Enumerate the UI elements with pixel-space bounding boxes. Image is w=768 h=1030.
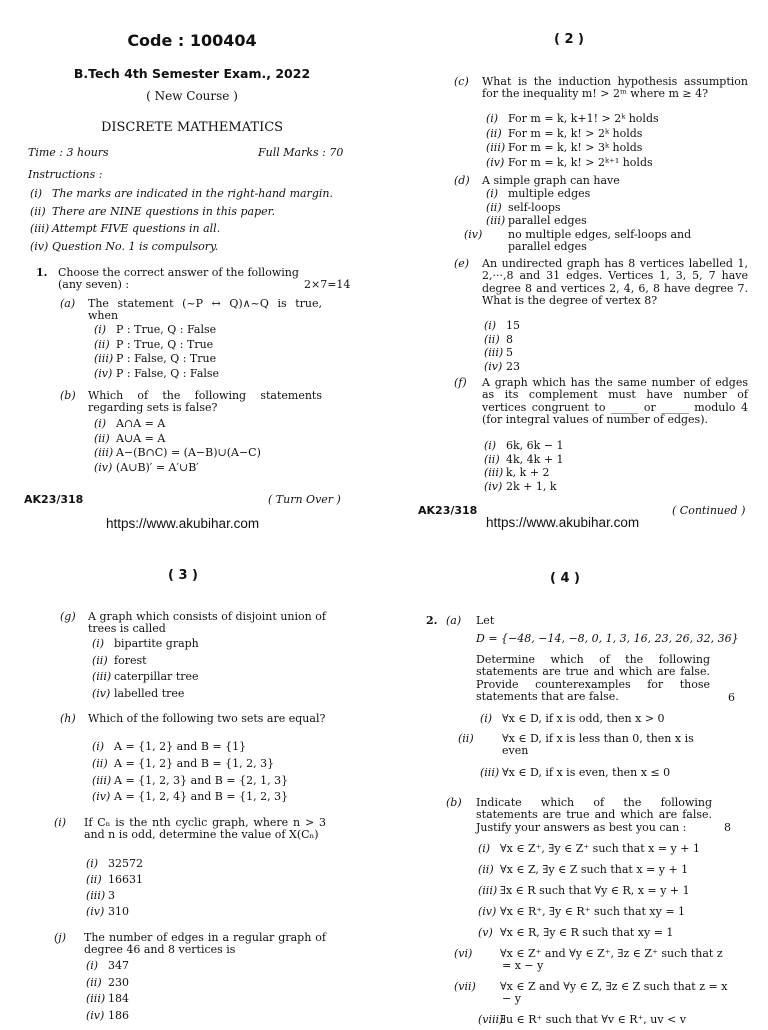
option-item: (vii) ∀x ∈ Z and ∀y ∈ Z, ∃z ∈ Z such that z = x − y (454, 980, 728, 1006)
part-label: (h) (60, 712, 76, 725)
option-item: (vi) ∀x ∈ Z⁺ and ∀y ∈ Z⁺, ∃z ∈ Z⁺ such that z = x − y (454, 947, 723, 973)
part-text: An undirected graph has 8 vertices labelled 1, 2,···,8 and 31 edges. Vertices 1, 3, 5, 7 have degree 8 and vertices 2, 4, 6, 8 have degree 7. What is the degree of vertex 8? (482, 257, 748, 307)
options-list (464, 187, 724, 255)
part-label: (d) (454, 174, 470, 187)
part-label: (j) (54, 931, 66, 944)
option-item: (ii) ∀x ∈ D, if x is less than 0, then x is even (458, 732, 694, 758)
options-list (484, 320, 684, 374)
part-label: (a) (60, 297, 76, 310)
option-item: (ii) A∪A = A (94, 431, 166, 445)
time-allowed: Time : 3 hours (28, 146, 109, 159)
page-1 (0, 0, 384, 531)
part-text: A graph which consists of disjoint union of trees is called (88, 610, 326, 636)
option-item: (i) ∀x ∈ D, if x is odd, then x > 0 (480, 712, 665, 725)
option-item: (ii) A = {1, 2} and B = {1, 2, 3} (92, 756, 275, 770)
part-text: Which of the following two sets are equal? (88, 712, 326, 725)
part-text: Determine which of the following statements are true and which are false. Provide counterexamples for those statements that are false. (476, 653, 710, 703)
part-marks: 6 (728, 691, 735, 704)
option-item: (ii) P : True, Q : True (94, 337, 214, 351)
option-item: (iii) 5 (484, 346, 513, 359)
options-list (92, 741, 342, 808)
options-list (92, 638, 312, 704)
option-item: (i) bipartite graph (92, 637, 199, 650)
option-item: (iv) 186 (86, 1008, 129, 1022)
set-definition: D = {−48, −14, −8, 0, 1, 3, 16, 23, 26, 32, 36} (476, 632, 739, 645)
part-text: The statement (~P ↔ Q)∧~Q is true, when (88, 297, 322, 323)
part-label: (g) (60, 610, 76, 623)
exam-title: B.Tech 4th Semester Exam., 2022 (73, 66, 311, 81)
option-item: (iii) A−(B∩C) = (A−B)∪(A−C) (94, 446, 261, 459)
option-item: (iii) A = {1, 2, 3} and B = {2, 1, 3} (92, 773, 289, 787)
options-list (94, 324, 334, 382)
footer-note: ( Turn Over ) (268, 493, 341, 506)
option-item: (iii) For m = k, k! > 3ᵏ holds (486, 141, 643, 154)
option-item: (ii) 230 (86, 975, 129, 989)
part-label: (e) (454, 257, 470, 270)
paper-code: Code : 100404 (127, 31, 257, 50)
option-item: (iv) no multiple edges, self-loops and parallel edges (464, 227, 692, 253)
part-text: What is the induction hypothesis assumption for the inequality m! > 2ᵐ where m ≥ 4? (482, 75, 748, 101)
option-item: (i) 6k, 6k − 1 (484, 439, 564, 452)
options-list (484, 440, 704, 494)
option-item: (i) multiple edges (486, 187, 591, 200)
option-item: (i) 15 (484, 319, 520, 332)
option-item: (ii) forest (92, 653, 147, 667)
footer-code: AK23/318 (418, 504, 478, 517)
source-url[interactable]: https://www.akubihar.com (486, 515, 640, 530)
part-label: (b) (60, 389, 76, 402)
options-list (86, 960, 286, 1026)
page-2 (384, 0, 768, 530)
option-item: (i) 347 (86, 959, 129, 972)
option-item: (i) ∀x ∈ Z⁺, ∃y ∈ Z⁺ such that x = y + 1 (478, 842, 700, 855)
question-text: Choose the correct answer of the following (58, 266, 299, 279)
page-number: ( 3 ) (168, 568, 198, 583)
option-item: (ii) For m = k, k! > 2ᵏ holds (486, 126, 643, 140)
option-item: (iv) P : False, Q : False (94, 366, 220, 380)
part-label: (a) (446, 614, 462, 627)
option-item: (iii) P : False, Q : True (94, 352, 217, 365)
instructions-title: Instructions : (28, 168, 103, 181)
option-item: (ii) self-loops (486, 200, 561, 214)
option-item: (iii) caterpillar tree (92, 670, 199, 683)
option-item: (iv) 2k + 1, k (484, 479, 557, 493)
part-text: The number of edges in a regular graph of degree 46 and 8 vertices is (84, 931, 326, 957)
page-3 (0, 512, 384, 1024)
part-text: Indicate which of the following statements are true and which are false. Justify your answers as best you can : (476, 796, 712, 834)
part-label: (f) (454, 376, 467, 389)
option-item: (iii) ∃x ∈ R such that ∀y ∈ R, x = y + 1 (478, 884, 690, 897)
option-item: (iv) For m = k, k! > 2ᵏ⁺¹ holds (486, 155, 653, 169)
footer-code: AK23/318 (24, 493, 84, 506)
option-item: (iii) 3 (86, 889, 115, 902)
full-marks: Full Marks : 70 (258, 146, 344, 159)
options-list (94, 418, 354, 476)
option-item: (ii) 4k, 4k + 1 (484, 452, 564, 466)
option-item: (iv) ∀x ∈ R⁺, ∃y ∈ R⁺ such that xy = 1 (478, 905, 686, 918)
options-list (486, 113, 756, 171)
option-item: (i) P : True, Q : False (94, 323, 217, 336)
subject-title: DISCRETE MATHEMATICS (100, 120, 284, 135)
instructions-list (30, 188, 370, 258)
question-marks: 2×7=14 (304, 278, 351, 291)
question-number: 1. (36, 266, 48, 279)
option-item: (iii) k, k + 2 (484, 466, 550, 479)
part-label: (b) (446, 796, 462, 809)
option-item: (iii) parallel edges (486, 214, 587, 227)
options-list (86, 858, 286, 922)
part-text: Which of the following statements regarding sets is false? (88, 389, 322, 415)
option-item: (iv) 310 (86, 905, 129, 918)
option-item: (viii)∃u ∈ R⁺ such that ∀v ∈ R⁺, uv < v (478, 1013, 687, 1026)
option-item: (iv) (A∪B)′ = A′∪B′ (94, 460, 199, 474)
part-text: A graph which has the same number of edges as its complement must have number of vertices congruent to _____ or _____ modulo 4 (for integral values of number of edges). (482, 376, 748, 426)
source-url[interactable]: https://www.akubihar.com (106, 516, 260, 531)
option-item: (iii) 184 (86, 992, 129, 1005)
part-text: Let (476, 614, 495, 627)
part-marks: 8 (724, 821, 731, 834)
instruction-item: (i) The marks are indicated in the right-hand margin. (30, 187, 333, 200)
options-list (458, 712, 730, 783)
page-number: ( 2 ) (554, 32, 584, 47)
question-text: (any seven) : (58, 278, 130, 291)
option-item: (i) For m = k, k+1! > 2ᵏ holds (486, 112, 659, 125)
part-label: (i) (54, 816, 67, 829)
instruction-item: (iv) Question No. 1 is compulsory. (30, 239, 219, 253)
option-item: (i) 32572 (86, 857, 143, 870)
footer-note: ( Continued ) (672, 504, 746, 517)
option-item: (i) A = {1, 2} and B = {1} (92, 740, 247, 753)
question-number: 2. (426, 614, 438, 627)
option-item: (v) ∀x ∈ R, ∃y ∈ R such that xy = 1 (478, 926, 674, 939)
option-item: (i) A∩A = A (94, 417, 166, 430)
page-number: ( 4 ) (550, 571, 580, 586)
option-item: (iv) labelled tree (92, 686, 185, 700)
option-item: (ii) 16631 (86, 873, 143, 886)
options-list (454, 842, 748, 1030)
option-item: (ii) 8 (484, 332, 513, 346)
option-item: (ii) ∀x ∈ Z, ∃y ∈ Z such that x = y + 1 (478, 863, 689, 876)
instruction-item: (iii) Attempt FIVE questions in all. (30, 222, 221, 235)
course-type: ( New Course ) (146, 89, 238, 103)
part-label: (c) (454, 75, 469, 88)
instruction-item: (ii) There are NINE questions in this paper. (30, 204, 276, 218)
page-4 (384, 512, 768, 1024)
part-text: A simple graph can have (482, 174, 620, 187)
option-item: (iii) ∀x ∈ D, if x is even, then x ≤ 0 (480, 766, 671, 779)
part-text: If Cₙ is the nth cyclic graph, where n > 3 and n is odd, determine the value of X(Cₙ) (84, 816, 326, 842)
option-item: (iv) A = {1, 2, 4} and B = {1, 2, 3} (92, 790, 289, 804)
option-item: (iv) 23 (484, 359, 520, 373)
